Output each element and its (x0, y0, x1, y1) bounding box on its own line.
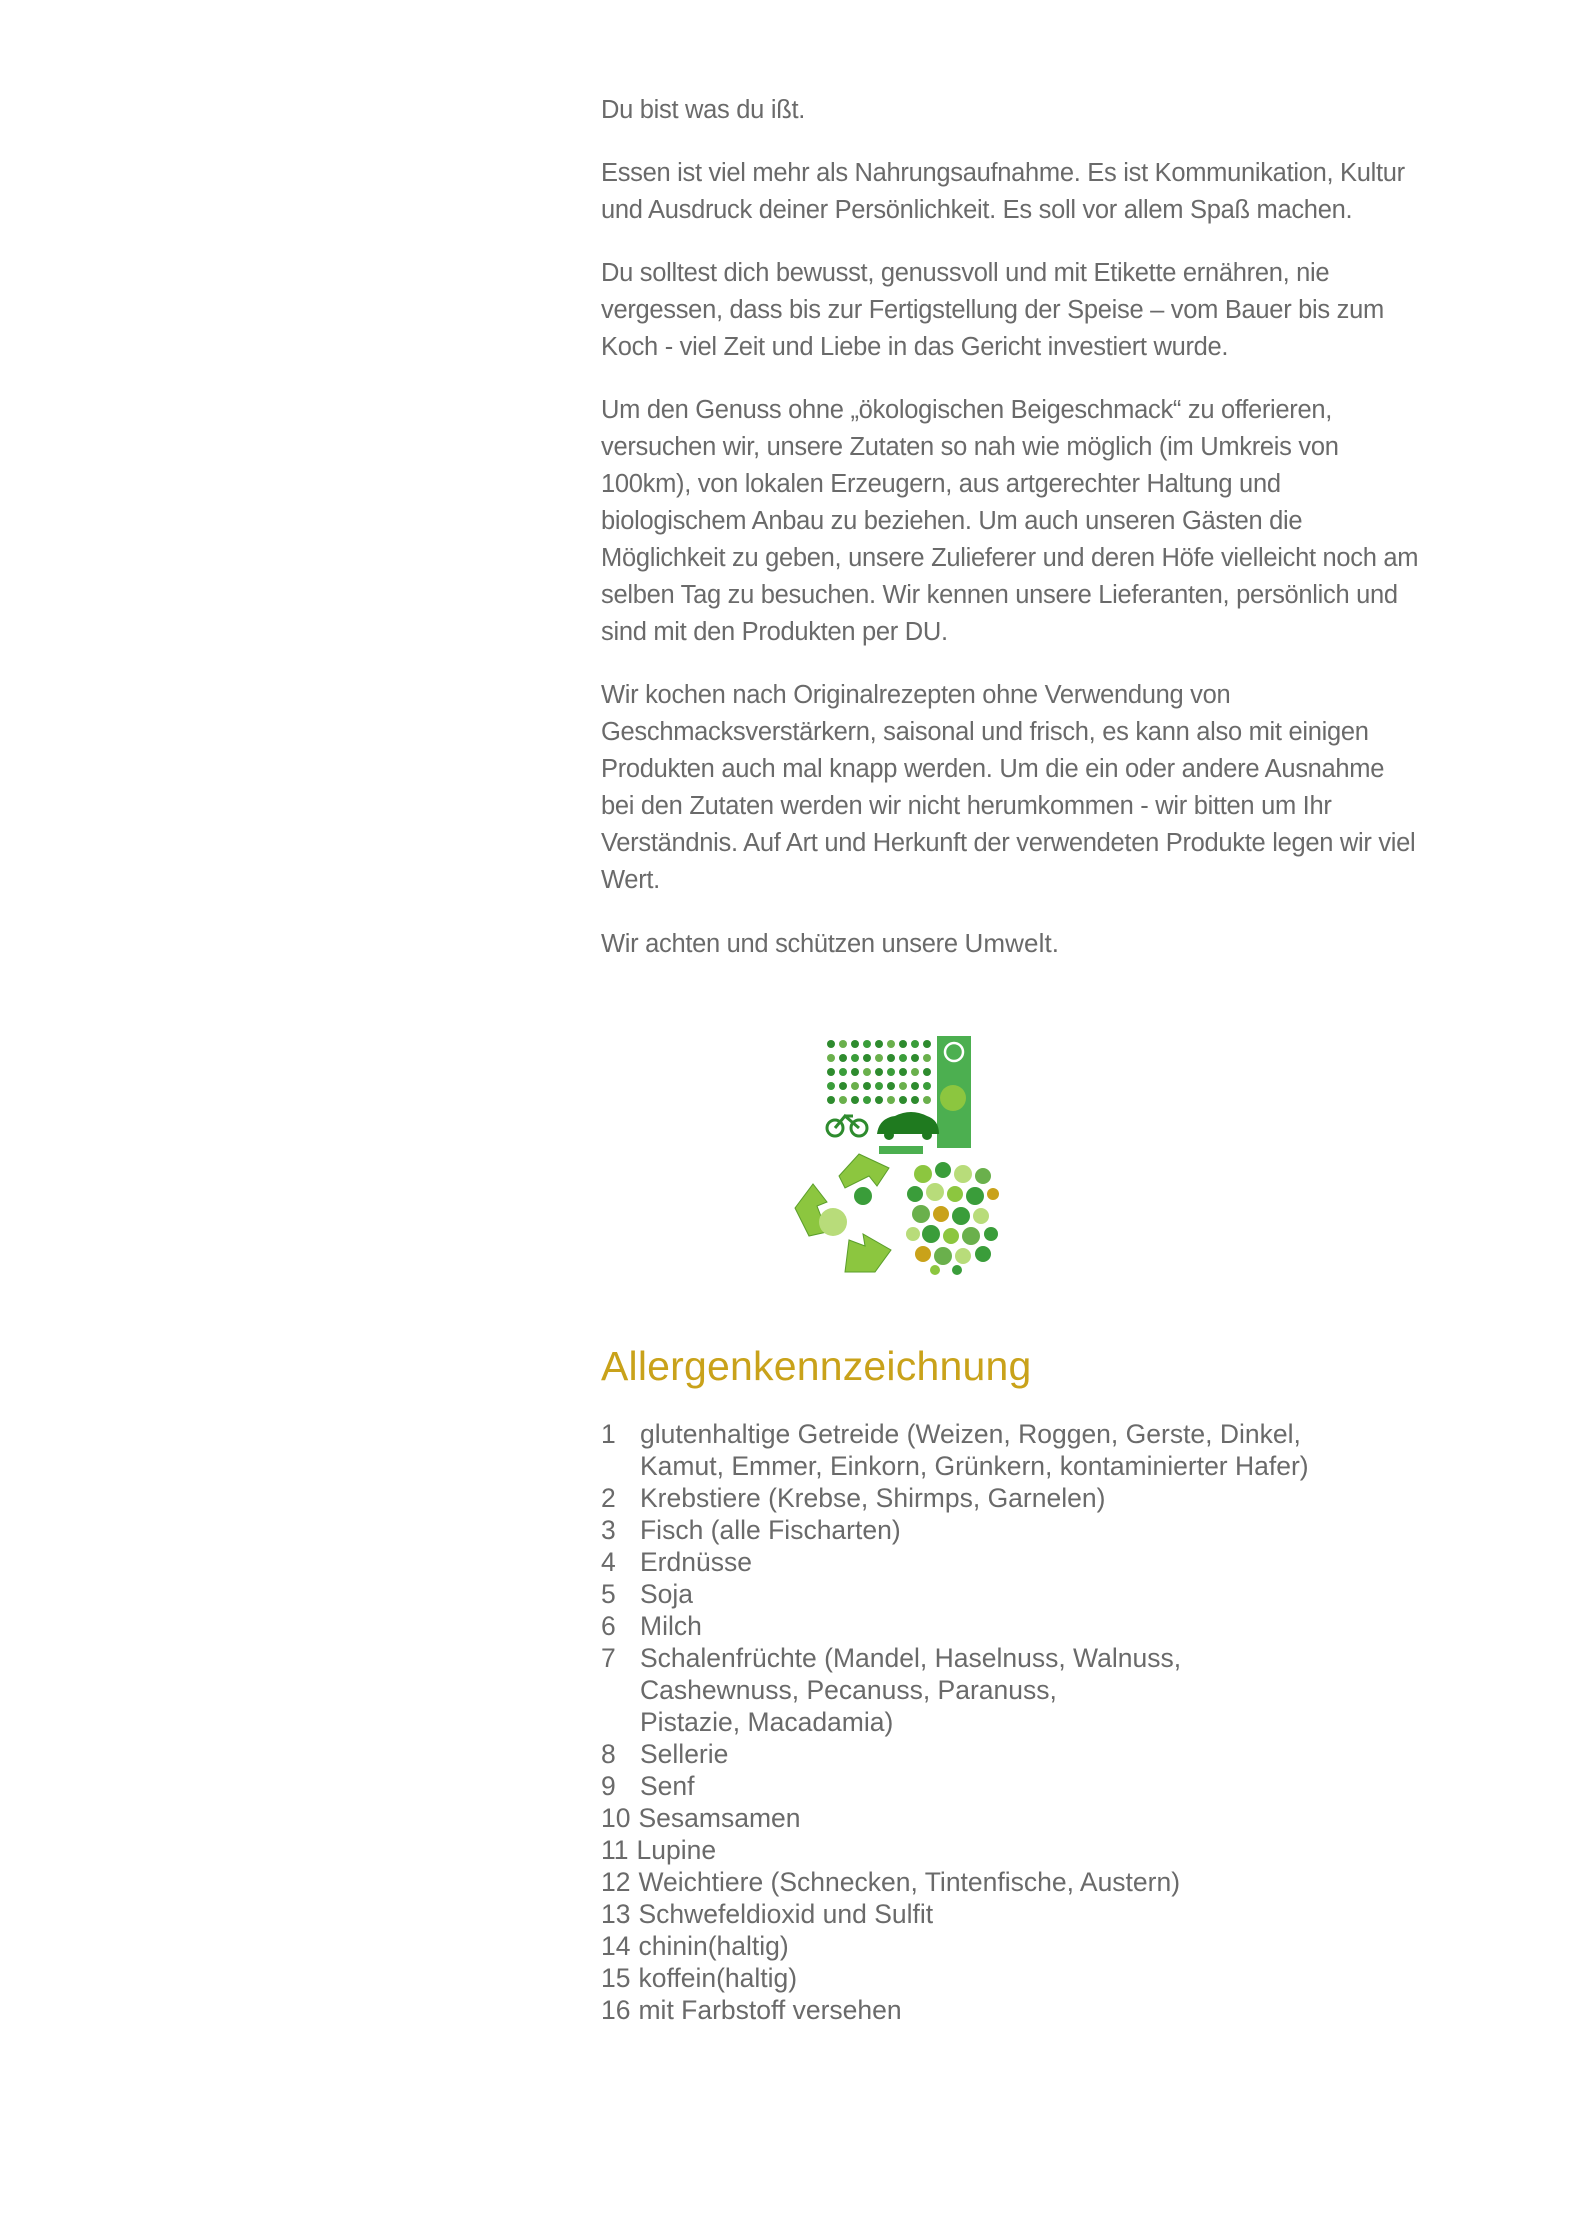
allergen-item (601, 1930, 1309, 1962)
allergen-item (601, 1642, 1309, 1738)
allergen-text: mit Farbstoff versehen (638, 1995, 902, 2025)
allergen-text: Krebstiere (Krebse, Shirmps, Garnelen) (640, 1483, 1106, 1513)
allergen-number: 5 (601, 1579, 616, 1609)
allergen-number: 9 (601, 1771, 616, 1801)
allergen-text: Milch (640, 1611, 702, 1641)
intro-paragraph-1: Essen ist viel mehr als Nahrungsaufnahme. Es ist Kommunikation, Kultur und Ausdruck deiner Persönlichkeit. Es soll vor allem Spaß machen. (601, 159, 1405, 224)
closing-prefix: Wir achten und schützen unsere (601, 930, 965, 958)
allergen-text: Senf (640, 1771, 695, 1801)
allergen-number: 4 (601, 1547, 616, 1577)
allergen-number: 14 (601, 1931, 631, 1961)
closing-word: Umwelt. (964, 928, 1060, 958)
allergen-item (601, 1546, 1309, 1578)
allergen-number: 11 (601, 1835, 629, 1865)
allergen-list (601, 1418, 1309, 2026)
allergen-number: 6 (601, 1611, 616, 1641)
leaf-badge-icon (940, 1085, 966, 1111)
allergen-item (601, 1770, 1309, 1802)
allergen-text: Sellerie (640, 1739, 729, 1769)
allergen-number: 2 (601, 1483, 616, 1513)
allergen-item (601, 1866, 1309, 1898)
intro-paragraph-2: Du solltest dich bewusst, genussvoll und mit Etikette ernähren, nie vergessen, dass bis zur Fertigstellung der Speise – vom Bauer bis zum Koch - viel Zeit und Liebe in das Gericht investiert wurde. (601, 259, 1384, 361)
allergen-text: Soja (640, 1579, 694, 1609)
allergen-text: glutenhaltige Getreide (Weizen, Roggen, Gerste, Dinkel, Kamut, Emmer, Einkorn, Grünkern, kontaminierter Hafer) (640, 1419, 1309, 1481)
allergen-number: 3 (601, 1515, 616, 1545)
allergen-item (601, 1738, 1309, 1770)
allergen-number: 10 (601, 1803, 631, 1833)
allergen-item (601, 1994, 1309, 2026)
allergen-text: Schalenfrüchte (Mandel, Haselnuss, Walnuss, Cashewnuss, Pecanuss, Paranuss, Pistazie, Macadamia) (640, 1643, 1182, 1737)
allergen-item (601, 1802, 1309, 1834)
closing-line (601, 925, 1421, 963)
allergen-text: Erdnüsse (640, 1547, 752, 1577)
allergen-number: 16 (601, 1995, 631, 2025)
eco-icons-collage (793, 1036, 1001, 1276)
allergen-number: 12 (601, 1867, 631, 1897)
intro-paragraph-4: Wir kochen nach Originalrezepten ohne Verwendung von Geschmacksverstärkern, saisonal und frisch, es kann also mit einigen Produkten auch mal knapp werden. Um die ein oder andere Ausnahme bei den Zutaten werden wir nicht herumkommen - wir bitten um Ihr Verständnis. Auf Art und Herkunft der verwendeten Produkte legen wir viel Wert. (601, 681, 1416, 894)
recycle-arrows-icon (795, 1154, 891, 1272)
allergen-item (601, 1834, 1309, 1866)
allergen-text: Lupine (636, 1835, 717, 1865)
allergen-item (601, 1482, 1309, 1514)
allergen-number: 7 (601, 1643, 616, 1673)
eco-label-tag (879, 1146, 923, 1154)
allergen-item (601, 1418, 1309, 1482)
allergen-item (601, 1962, 1309, 1994)
allergen-number: 13 (601, 1899, 631, 1929)
intro-paragraph-3: Um den Genuss ohne „ökologischen Beigeschmack“ zu offerieren, versuchen wir, unsere Zutaten so nah wie möglich (im Umkreis von 100km), von lokalen Erzeugern, aus artgerechter Haltung und biologischem Anbau zu beziehen. Um auch unseren Gästen die Möglichkeit zu geben, unsere Zulieferer und deren Höfe vielleicht noch am selben Tag zu besuchen. Wir kennen unsere Lieferanten, persönlich und sind mit den Produkten per DU. (601, 396, 1419, 646)
allergen-item (601, 1610, 1309, 1642)
allergen-text: koffein(haltig) (638, 1963, 798, 1993)
allergen-item (601, 1898, 1309, 1930)
intro-heading: Du bist was du ißt. (601, 96, 806, 124)
allergen-text: Weichtiere (Schnecken, Tintenfische, Austern) (638, 1867, 1181, 1897)
eco-circle-cluster (906, 1162, 999, 1275)
allergen-text: Schwefeldioxid und Sulfit (638, 1899, 934, 1929)
allergen-heading: Allergenkennzeichnung (601, 1343, 1032, 1389)
allergen-text: Sesamsamen (638, 1803, 801, 1833)
allergen-number: 15 (601, 1963, 631, 1993)
intro-text-column (601, 92, 1421, 989)
allergen-text: Fisch (alle Fischarten) (640, 1515, 901, 1545)
allergen-item (601, 1578, 1309, 1610)
allergen-number: 1 (601, 1419, 616, 1449)
allergen-number: 8 (601, 1739, 616, 1769)
allergen-item (601, 1514, 1309, 1546)
allergen-text: chinin(haltig) (638, 1931, 789, 1961)
